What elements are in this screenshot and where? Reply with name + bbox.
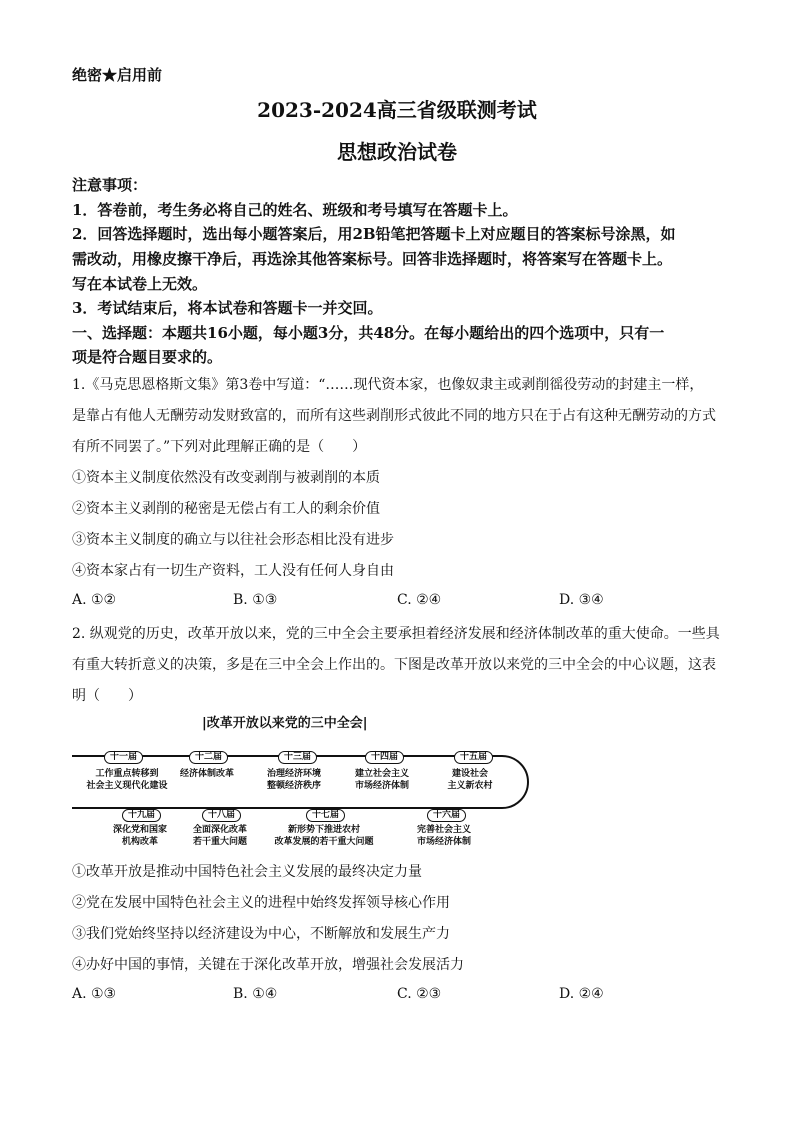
session-12-topic: 经济体制改革 [179,769,234,779]
q2-option-c[interactable]: C. ②③ [397,986,442,1002]
notice-item-1: 1．答卷前，考生务必将自己的姓名、班级和考号填写在答题卡上。 [72,201,518,219]
q2-stem-line-2: 有重大转折意义的决策，多是在三中全会上作出的。下图是改革开放以来党的三中全会的中心议题，这表 [72,657,716,673]
session-19-badge: 十九届 [122,809,161,822]
q1-stem-line-2: 是靠占有他人无酬劳动发财致富的，而所有这些剥削形式彼此不同的地方只在于占有这种无酬劳动的方式 [72,408,716,424]
session-14-topic: 建立社会主义 市场经济体制 [354,769,409,791]
q2-stem-line-3: 明（ ） [72,688,142,704]
session-19-topic: 深化党和国家 机构改革 [112,825,167,847]
session-11-badge: 十一届 [104,751,143,764]
diagram-title: |改革开放以来党的三中全会| [202,716,368,731]
q1-option-d[interactable]: D. ③④ [559,592,604,608]
session-11-topic: 工作重点转移到 社会主义现代化建设 [86,769,168,791]
session-13-badge: 十三届 [278,751,317,764]
session-15-topic: 建设社会 主义新农村 [447,769,493,791]
q2-options [72,986,732,1006]
notice-item-2-line-1: 2．回答选择题时，选出每小题答案后，用2B铅笔把答题卡上对应题目的答案标号涂黑，如 [72,225,676,243]
q1-stem-line-3: 有所不同罢了。”下列对此理解正确的是（ ） [72,439,367,455]
q2-option-d[interactable]: D. ②④ [559,986,604,1002]
session-18-badge: 十八届 [202,809,241,822]
notice-item-2-line-2: 需改动，用橡皮擦干净后，再选涂其他答案标号。回答非选择题时，将答案写在答题卡上。 [72,250,673,268]
third-plenum-diagram [72,712,532,862]
exam-title: 2023-2024高三省级联测考试 [257,98,537,122]
q2-statement-1: ①改革开放是推动中国特色社会主义发展的最终决定力量 [72,864,422,880]
exam-subject: 思想政治试卷 [337,140,457,164]
session-16-badge: 十六届 [427,809,466,822]
q1-options [72,592,732,612]
session-17-badge: 十七届 [306,809,345,822]
session-13-topic: 治理经济环境 整顿经济秩序 [266,769,321,791]
session-16-topic: 完善社会主义 市场经济体制 [416,825,471,847]
session-18-topic: 全面深化改革 若干重大问题 [192,825,247,847]
q1-statement-1: ①资本主义制度依然没有改变剥削与被剥削的本质 [72,470,380,486]
q1-statement-2: ②资本主义剥削的秘密是无偿占有工人的剩余价值 [72,501,380,517]
q1-option-c[interactable]: C. ②④ [397,592,442,608]
q1-option-a[interactable]: A. ①② [72,592,117,608]
notice-item-2-line-3: 写在本试卷上无效。 [72,275,208,293]
q2-statement-3: ③我们党始终坚持以经济建设为中心，不断解放和发展生产力 [72,926,450,942]
q2-option-b[interactable]: B. ①④ [233,986,278,1002]
session-12-badge: 十二届 [189,751,228,764]
session-15-badge: 十五届 [454,751,493,764]
q1-statement-4: ④资本家占有一切生产资料，工人没有任何人身自由 [72,563,394,579]
section-heading-line-2: 项是符合题目要求的。 [72,348,223,366]
notice-heading: 注意事项： [72,176,148,194]
secret-label: 绝密★启用前 [72,66,163,84]
notice-item-3: 3．考试结束后，将本试卷和答题卡一并交回。 [72,299,383,317]
q2-statement-4: ④办好中国的事情，关键在于深化改革开放，增强社会发展活力 [72,957,464,973]
q2-option-a[interactable]: A. ①③ [72,986,117,1002]
q2-stem-line-1: 2. 纵观党的历史，改革开放以来，党的三中全会主要承担着经济发展和经济体制改革的重大使命。一些具 [72,626,720,642]
section-heading-line-1: 一、选择题：本题共16小题，每小题3分，共48分。在每小题给出的四个选项中，只有一 [72,324,665,342]
q1-stem-line-1: 1.《马克思恩格斯文集》第3卷中写道：“……现代资本家，也像奴隶主或剥削徭役劳动的封建主一样， [72,377,704,393]
q2-statement-2: ②党在发展中国特色社会主义的进程中始终发挥领导核心作用 [72,895,450,911]
session-14-badge: 十四届 [365,751,404,764]
q1-option-b[interactable]: B. ①③ [233,592,278,608]
session-17-topic: 新形势下推进农村 改革发展的若干重大问题 [274,825,374,847]
q1-statement-3: ③资本主义制度的确立与以往社会形态相比没有进步 [72,532,394,548]
